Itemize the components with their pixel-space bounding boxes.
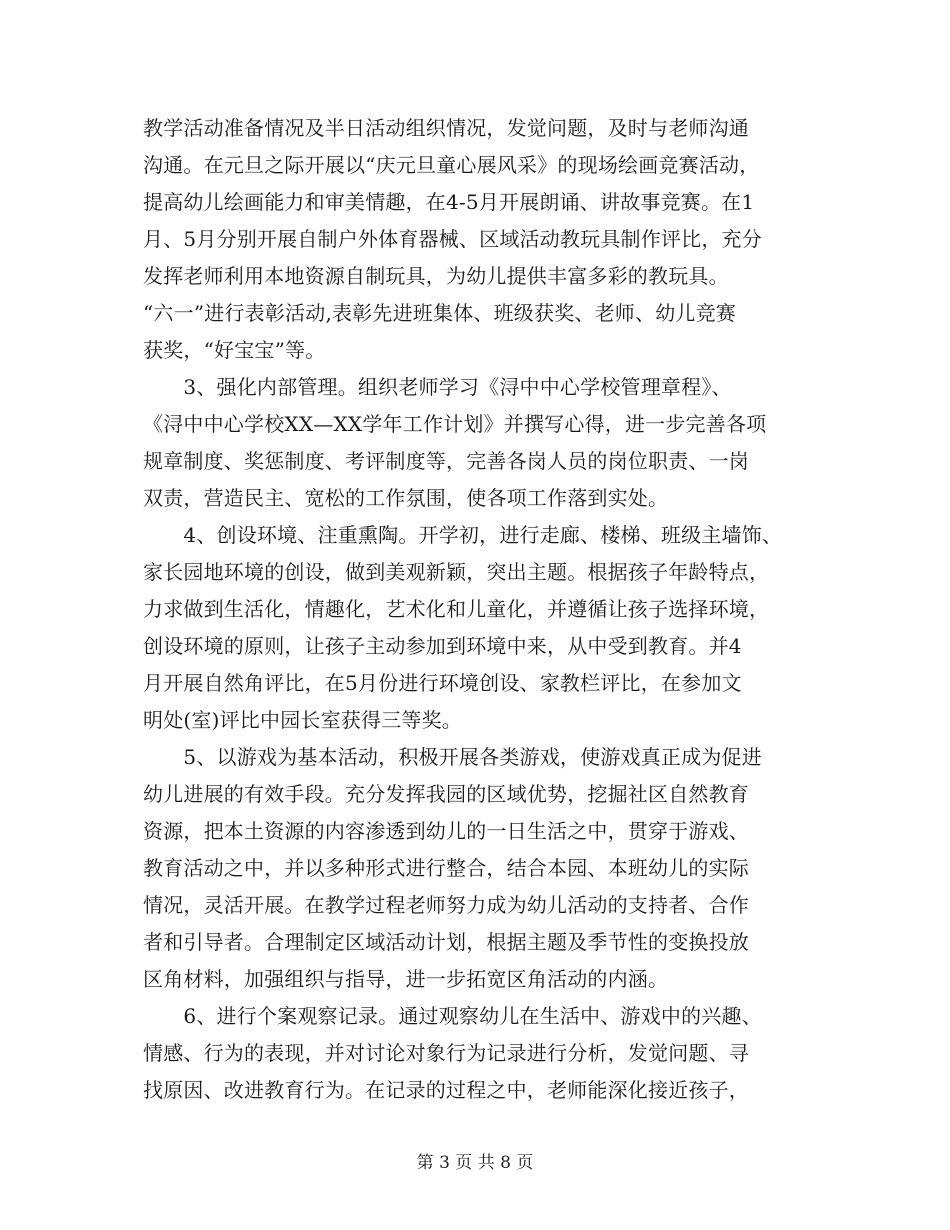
body-text-line: 双责，营造民主、宽松的工作氛围，使各项工作落到实处。 [143,486,669,510]
body-text-line: 情况，灵活开展。在教学过程老师努力成为幼儿活动的支持者、合作 [143,893,749,917]
page-number-footer: 第 3 页 共 8 页 [416,1153,534,1173]
body-text-line: 教学活动准备情况及半日活动组织情况，发觉问题，及时与老师沟通 [143,116,749,140]
body-text-line: 提高幼儿绘画能力和审美情趣，在4-5月开展朗诵、讲故事竞赛。在1 [143,190,755,214]
body-text-line: 规章制度、奖惩制度、考评制度等，完善各岗人员的岗位职责、一岗 [143,449,749,473]
body-text-line: 幼儿进展的有效手段。充分发挥我园的区域优势，挖掘社区自然教育 [143,782,749,806]
body-text-line: 发挥老师利用本地资源自制玩具，为幼儿提供丰富多彩的教玩具。 [143,264,729,288]
body-text-line: 者和引导者。合理制定区域活动计划，根据主题及季节性的变换投放 [143,930,749,954]
body-text-line: 找原因、改进教育行为。在记录的过程之中，老师能深化接近孩子， [143,1078,749,1102]
body-text-line: “六一”进行表彰活动,表彰先进班集体、班级获奖、老师、幼儿竞赛 [143,301,737,325]
body-text-line: 月开展自然角评比，在5月份进行环境创设、家教栏评比，在参加文 [143,671,742,695]
body-text-line: 教育活动之中，并以多种形式进行整合，结合本园、本班幼儿的实际 [143,856,749,880]
body-text-line: 5、以游戏为基本活动，积极开展各类游戏，使游戏真正成为促进 [143,745,762,769]
body-text-line: 获奖，“好宝宝”等。 [143,338,326,362]
body-text-line: 创设环境的原则，让孩子主动参加到环境中来，从中受到教育。并4 [143,634,742,658]
body-text-line: 力求做到生活化，情趣化，艺术化和儿童化，并遵循让孩子选择环境， [143,597,770,621]
body-text-line: 家长园地环境的创设，做到美观新颖，突出主题。根据孩子年龄特点， [143,560,770,584]
body-text-line: 明处(室)评比中园长室获得三等奖。 [143,708,463,732]
body-text-line: 月、5月分别开展自制户外体育器械、区域活动教玩具制作评比，充分 [143,227,762,251]
body-text-line: 《浔中中心学校XX—XX学年工作计划》并撰写心得，进一步完善各项 [143,412,767,436]
body-text-line: 资源，把本土资源的内容渗透到幼儿的一日生活之中，贯穿于游戏、 [143,819,749,843]
body-text-line: 沟通。在元旦之际开展以“庆元旦童心展风采》的现场绘画竞赛活动， [143,153,760,177]
body-text-line: 6、进行个案观察记录。通过观察幼儿在生活中、游戏中的兴趣、 [143,1004,762,1028]
body-text-line: 4、创设环境、注重熏陶。开学初，进行走廊、楼梯、班级主墙饰、 [143,523,783,547]
body-text-line: 区角材料，加强组织与指导，进一步拓宽区角活动的内涵。 [143,967,669,991]
body-text-line: 3、强化内部管理。组织老师学习《浔中中心学校管理章程》、 [143,375,732,399]
body-text-line: 情感、行为的表现，并对讨论对象行为记录进行分析，发觉问题、寻 [143,1041,749,1065]
